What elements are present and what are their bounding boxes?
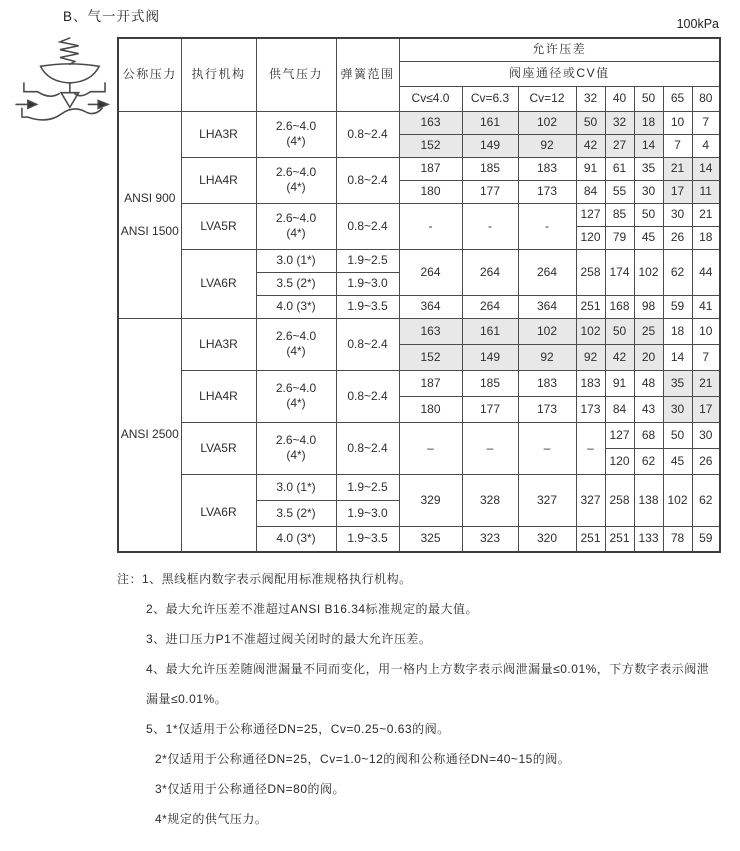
header-cv-col: Cv=6.3: [462, 86, 518, 111]
value-cell: 320: [518, 526, 576, 552]
supply-cell: 3.0 (1*): [256, 474, 336, 500]
value-cell: 187: [399, 370, 462, 396]
header-dn-col: 80: [692, 86, 720, 111]
supply-cell: [256, 157, 336, 203]
spring-cell: 0.8~2.4: [336, 422, 399, 474]
value-cell: 327: [576, 474, 605, 526]
body-lower-left-hook: [22, 108, 28, 117]
spring-cell: 0.8~2.4: [336, 111, 399, 157]
note-line: 3、进口压力P1不准超过阀关闭时的最大允许压差。: [146, 632, 432, 646]
header-allowable-dp: 允许压差: [399, 38, 720, 61]
value-cell: 102: [663, 474, 692, 526]
value-cell: 55: [605, 180, 634, 203]
value-cell: 35: [634, 157, 663, 180]
value-cell: 84: [605, 396, 634, 422]
spring-icon: [60, 38, 79, 64]
actuator-cell: LVA6R: [181, 474, 256, 552]
spec-table: [117, 37, 721, 553]
supply-cell: [256, 203, 336, 249]
body-lower-curve: [28, 108, 102, 120]
body-left-hook: [24, 83, 38, 92]
actuator-cell: LHA3R: [181, 111, 256, 157]
note-line: 漏量≤0.01%。: [146, 692, 228, 706]
value-cell: 50: [663, 422, 692, 448]
value-cell: 62: [663, 249, 692, 295]
page-title: B、气一开式阀: [63, 9, 161, 24]
value-cell: 173: [518, 180, 576, 203]
value-cell: 183: [576, 370, 605, 396]
value-cell: 30: [663, 203, 692, 226]
header-actuator: 执行机构: [181, 38, 256, 111]
header-dn-col: 40: [605, 86, 634, 111]
inlet-arrow-head: [28, 101, 37, 109]
value-cell: 7: [663, 134, 692, 157]
value-cell: 59: [692, 526, 720, 552]
value-cell: 43: [634, 396, 663, 422]
supply-cell: [256, 370, 336, 422]
value-cell: 185: [462, 370, 518, 396]
value-cell: 62: [692, 474, 720, 526]
value-cell: 127: [605, 422, 634, 448]
value-cell: 328: [462, 474, 518, 526]
value-cell: 18: [663, 318, 692, 344]
value-cell: 11: [692, 180, 720, 203]
spring-cell: 1.9~3.5: [336, 295, 399, 318]
value-cell: 48: [634, 370, 663, 396]
value-cell: 79: [605, 226, 634, 249]
pressure-class-cell: [118, 318, 181, 552]
value-cell: 327: [518, 474, 576, 526]
value-cell: 21: [692, 370, 720, 396]
supply-value: 2.6~4.0: [275, 329, 317, 343]
value-cell: 102: [576, 318, 605, 344]
value-cell: 102: [518, 318, 576, 344]
value-cell: 7: [692, 344, 720, 370]
spring-cell: 1.9~2.5: [336, 249, 399, 272]
value-cell: 152: [399, 134, 462, 157]
value-cell: 163: [399, 318, 462, 344]
header-dn-col: 65: [663, 86, 692, 111]
value-cell: 45: [663, 448, 692, 474]
value-cell: 32: [605, 111, 634, 134]
unit-label: 100kPa: [676, 17, 719, 31]
value-cell: 364: [399, 295, 462, 318]
note-line: 4*规定的供气压力。: [155, 812, 268, 826]
pressure-class-label: ANSI 1500: [120, 223, 179, 238]
value-cell: 26: [663, 226, 692, 249]
value-cell: 30: [692, 422, 720, 448]
supply-cell: 3.5 (2*): [256, 500, 336, 526]
value-cell: 41: [692, 295, 720, 318]
supply-note: (4*): [286, 396, 306, 410]
spring-cell: 1.9~3.0: [336, 272, 399, 295]
header-seat-or-cv: 阀座通径或CV值: [399, 61, 720, 86]
dash-cell: -: [518, 203, 576, 249]
value-cell: 30: [634, 180, 663, 203]
value-cell: 364: [518, 295, 576, 318]
value-cell: 21: [663, 157, 692, 180]
value-cell: 177: [462, 180, 518, 203]
value-cell: 133: [634, 526, 663, 552]
value-cell: 323: [462, 526, 518, 552]
value-cell: 91: [576, 157, 605, 180]
value-cell: 120: [605, 448, 634, 474]
supply-note: (4*): [286, 448, 306, 462]
value-cell: 92: [576, 344, 605, 370]
supply-cell: 4.0 (3*): [256, 526, 336, 552]
value-cell: 18: [692, 226, 720, 249]
supply-cell: [256, 111, 336, 157]
value-cell: 59: [663, 295, 692, 318]
value-cell: 180: [399, 180, 462, 203]
dash-cell: –: [518, 422, 576, 474]
value-cell: 42: [576, 134, 605, 157]
value-cell: 120: [576, 226, 605, 249]
value-cell: 14: [692, 157, 720, 180]
value-cell: 180: [399, 396, 462, 422]
value-cell: 78: [663, 526, 692, 552]
header-spring-range: 弹簧范围: [336, 38, 399, 111]
pressure-class-cell: [118, 111, 181, 318]
header-cv-col: Cv≤4.0: [399, 86, 462, 111]
note-line: 5、1*仅适用于公称通径DN=25，Cv=0.25~0.63的阀。: [146, 722, 450, 736]
value-cell: 174: [605, 249, 634, 295]
value-cell: 7: [692, 111, 720, 134]
header-cv-col: Cv=12: [518, 86, 576, 111]
value-cell: 161: [462, 318, 518, 344]
actuator-cell: LHA4R: [181, 370, 256, 422]
value-cell: 92: [518, 344, 576, 370]
value-cell: 102: [518, 111, 576, 134]
value-cell: 35: [663, 370, 692, 396]
value-cell: 50: [634, 203, 663, 226]
value-cell: 183: [518, 157, 576, 180]
header-supply-pressure: 供气压力: [256, 38, 336, 111]
supply-note: (4*): [286, 344, 306, 358]
value-cell: 44: [692, 249, 720, 295]
valve-schematic-icon: [12, 36, 114, 122]
value-cell: 264: [462, 249, 518, 295]
dash-cell: -: [399, 203, 462, 249]
dash-cell: -: [462, 203, 518, 249]
value-cell: 14: [663, 344, 692, 370]
value-cell: 85: [605, 203, 634, 226]
spring-cell: 0.8~2.4: [336, 318, 399, 370]
spring-cell: 1.9~3.0: [336, 500, 399, 526]
note-line: 4、最大允许压差随阀泄漏量不同而变化，用一格内上方数字表示阀泄漏量≤0.01%，下方数字表示阀泄: [146, 662, 710, 676]
value-cell: 10: [692, 318, 720, 344]
supply-cell: [256, 422, 336, 474]
value-cell: 17: [692, 396, 720, 422]
dash-cell: –: [399, 422, 462, 474]
header-dn-col: 32: [576, 86, 605, 111]
value-cell: 17: [663, 180, 692, 203]
value-cell: 98: [634, 295, 663, 318]
footnotes: [117, 564, 727, 834]
supply-note: (4*): [286, 226, 306, 240]
value-cell: 92: [518, 134, 576, 157]
value-cell: 264: [462, 295, 518, 318]
actuator-cell: LVA6R: [181, 249, 256, 318]
value-cell: 84: [576, 180, 605, 203]
value-cell: 173: [518, 396, 576, 422]
spring-cell: 0.8~2.4: [336, 157, 399, 203]
value-cell: 264: [399, 249, 462, 295]
supply-value: 2.6~4.0: [275, 119, 317, 133]
supply-cell: 4.0 (3*): [256, 295, 336, 318]
header-dn-col: 50: [634, 86, 663, 111]
value-cell: 138: [634, 474, 663, 526]
note-line: 3*仅适用于公称通径DN=80的阀。: [155, 782, 346, 796]
note-line: 2*仅适用于公称通径DN=25，Cv=1.0~12的阀和公称通径DN=40~15的阀。: [155, 752, 571, 766]
value-cell: 264: [518, 249, 576, 295]
value-cell: 30: [663, 396, 692, 422]
value-cell: 258: [576, 249, 605, 295]
spring-cell: 1.9~3.5: [336, 526, 399, 552]
spring-cell: 1.9~2.5: [336, 474, 399, 500]
value-cell: 25: [634, 318, 663, 344]
value-cell: 187: [399, 157, 462, 180]
value-cell: 91: [605, 370, 634, 396]
dash-cell: –: [576, 422, 605, 474]
value-cell: 183: [518, 370, 576, 396]
value-cell: 102: [634, 249, 663, 295]
supply-note: (4*): [286, 134, 306, 148]
value-cell: 14: [634, 134, 663, 157]
diaphragm-bowl: [41, 64, 100, 83]
value-cell: 42: [605, 344, 634, 370]
value-cell: 127: [576, 203, 605, 226]
value-cell: 163: [399, 111, 462, 134]
supply-value: 2.6~4.0: [275, 381, 317, 395]
value-cell: 329: [399, 474, 462, 526]
supply-note: (4*): [286, 180, 306, 194]
actuator-cell: LHA3R: [181, 318, 256, 370]
actuator-cell: LVA5R: [181, 203, 256, 249]
value-cell: 251: [605, 526, 634, 552]
value-cell: 168: [605, 295, 634, 318]
value-cell: 10: [663, 111, 692, 134]
value-cell: 173: [576, 396, 605, 422]
value-cell: 251: [576, 295, 605, 318]
outlet-arrow-head: [98, 101, 108, 109]
supply-cell: 3.5 (2*): [256, 272, 336, 295]
value-cell: 251: [576, 526, 605, 552]
value-cell: 62: [634, 448, 663, 474]
dash-cell: –: [462, 422, 518, 474]
supply-cell: [256, 318, 336, 370]
value-cell: 61: [605, 157, 634, 180]
note-line: 2、最大允许压差不准超过ANSI B16.34标准规定的最大值。: [146, 602, 479, 616]
value-cell: 27: [605, 134, 634, 157]
value-cell: 149: [462, 134, 518, 157]
value-cell: 50: [576, 111, 605, 134]
value-cell: 18: [634, 111, 663, 134]
pressure-class-label: ANSI 2500: [120, 427, 179, 442]
value-cell: 325: [399, 526, 462, 552]
value-cell: 161: [462, 111, 518, 134]
value-cell: 149: [462, 344, 518, 370]
value-cell: 20: [634, 344, 663, 370]
value-cell: 177: [462, 396, 518, 422]
spring-cell: 0.8~2.4: [336, 370, 399, 422]
value-cell: 68: [634, 422, 663, 448]
supply-value: 2.6~4.0: [275, 433, 317, 447]
spring-cell: 0.8~2.4: [336, 203, 399, 249]
body-right-hook: [90, 83, 105, 92]
value-cell: 152: [399, 344, 462, 370]
value-cell: 185: [462, 157, 518, 180]
actuator-cell: LVA5R: [181, 422, 256, 474]
value-cell: 21: [692, 203, 720, 226]
header-nominal-pressure: 公称压力: [118, 38, 181, 111]
value-cell: 258: [605, 474, 634, 526]
actuator-cell: LHA4R: [181, 157, 256, 203]
value-cell: 50: [605, 318, 634, 344]
supply-value: 2.6~4.0: [275, 211, 317, 225]
value-cell: 45: [634, 226, 663, 249]
supply-value: 2.6~4.0: [275, 165, 317, 179]
pressure-class-label: ANSI 900: [124, 190, 176, 205]
note-line: 注：1、黑线框内数字表示阀配用标准规格执行机构。: [117, 572, 412, 586]
supply-cell: 3.0 (1*): [256, 249, 336, 272]
value-cell: 26: [692, 448, 720, 474]
value-cell: 4: [692, 134, 720, 157]
